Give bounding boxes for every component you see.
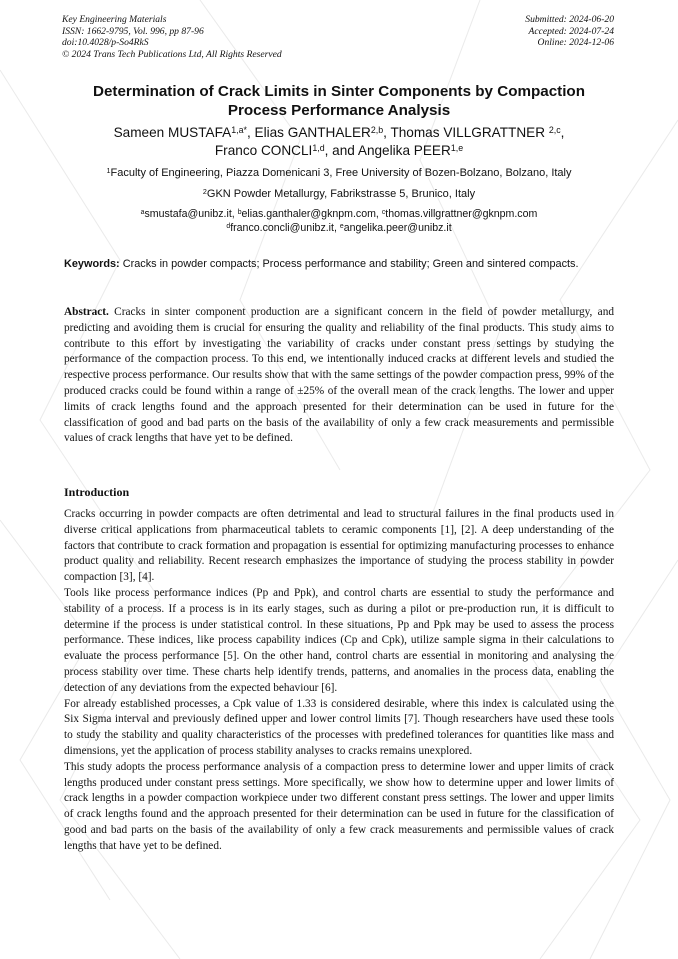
email-line-2 — [64, 221, 614, 235]
online-date: Online: 2024-12-06 — [537, 37, 614, 49]
affiliation-superscript: 1 — [106, 166, 111, 175]
email-address[interactable]: angelika.peer@unibz.it — [343, 222, 452, 234]
email-address[interactable]: elias.ganthaler@gknpm.com, — [241, 208, 382, 220]
abstract-block — [64, 305, 614, 447]
abstract-text: Cracks in sinter component production are a significant concern in the field of powder metallurgy, and predicting and avoiding them is crucial for ensuring the quality and reliability of the final products. This study aims to contribute to this effort by investigating the variability of cracks under constant press settings by studying the performance of the compaction process. To this end, we intentionally induced cracks at different levels and studied the respective process performance. Our results show that with the same settings of the powder compaction press, 99% of the produced cracks could be found within a range of ±25% of the overall mean of the crack lengths. The lower and upper limits of crack lengths found and the approach presented for their determination can be used in future for the classification of good and bad parts on the basis of the availability of only a few crack measurements and permissible values of crack lengths that have yet to be defined. — [64, 306, 614, 445]
author-superscript: 1,d — [312, 142, 325, 153]
submitted-date: Submitted: 2024-06-20 — [525, 14, 614, 25]
abstract-label: Abstract. — [64, 306, 109, 318]
email-superscript: c — [381, 208, 386, 216]
affiliation-2 — [64, 187, 614, 201]
email-superscript: e — [339, 222, 344, 230]
keywords-label: Keywords: — [64, 258, 120, 270]
author-name: Thomas VILLGRATTNER — [390, 125, 549, 140]
copyright-line: © 2024 Trans Tech Publications Ltd, All Rights Reserved — [62, 48, 282, 60]
affiliation-superscript: 2 — [202, 187, 207, 196]
author-name: Sameen MUSTAFA — [113, 125, 232, 140]
header-left — [62, 14, 282, 60]
issn-line: ISSN: 1662-9795, Vol. 996, pp 87-96 — [62, 25, 204, 37]
author-name: Angelika PEER — [357, 142, 451, 158]
keywords-text: Cracks in powder compacts; Process performance and stability; Green and sintered compacts. — [119, 258, 579, 270]
introduction-paragraph: Tools like process performance indices (Pp and Ppk), and control charts are essential to study the performance and stability of a process. If a process is in its early stages, such as during a pilot or pre-production run, it is difficult to determine if the process is under statistical control. In these situations, Pp and Ppk may be used to assess the process performance. These indices, like process capability indices (Cp and Cpk), utilize sample sigma in their calculations to evaluate the process performance [5]. On the other hand, control charts are essential in monitoring and analysing the process stability over time. These charts help identify trends, patterns, and anomalies in the process data, enabling the detection of any deviations from the expected behaviour [6]. — [64, 586, 614, 694]
author-list — [64, 124, 614, 159]
journal-name: Key Engineering Materials — [62, 14, 167, 25]
author-name: Franco CONCLI — [214, 142, 313, 158]
email-superscript: b — [237, 208, 242, 216]
author-superscript: 1,e — [450, 142, 464, 153]
email-superscript: d — [226, 222, 231, 230]
header-right — [525, 14, 614, 49]
email-address[interactable]: franco.concli@unibz.it, — [230, 222, 340, 234]
keywords-block — [64, 257, 614, 271]
author-separator: , — [383, 125, 391, 140]
introduction-body — [64, 507, 614, 855]
accepted-date: Accepted: 2024-07-24 — [528, 25, 614, 37]
author-superscript: 2,c — [548, 125, 561, 136]
affiliation-text: GKN Powder Metallurgy, Fabrikstrasse 5, Brunico, Italy — [206, 188, 476, 200]
author-superscript: 1,a* — [231, 125, 247, 136]
email-line-1 — [64, 207, 614, 221]
introduction-paragraph: Cracks occurring in powder compacts are often detrimental and lead to structural failures in the final products used in diverse critical applications from pharmaceutical tablets to ceramic components [1], [2]. A deep understanding of the factors that contribute to crack formation and propagation is essential for optimizing manufacturing processes to enhance product quality and reliability. Recent research emphasizes the importance of studying the process stability in powder compaction [3], [4]. — [64, 508, 614, 584]
author-separator: , and — [324, 142, 358, 158]
author-separator: , — [560, 125, 565, 140]
introduction-paragraph: This study adopts the process performance analysis of a compaction press to determine lower and upper limits of crack lengths produced under constant press settings. More specifically, we show how to determine upper and lower limits of crack lengths in a powder compaction workpiece under two different constant press settings. The lower and upper limits of crack lengths found and the approach presented for their determination can be used in future for the classification of good and bad parts on the basis of the availability of only a few crack measurements and permissible values of crack lengths that have yet to be defined. — [64, 760, 614, 852]
author-superscript: 2,b — [370, 125, 384, 136]
affiliation-1 — [64, 166, 614, 180]
doi-line: doi:10.4028/p-So4RkS — [62, 37, 149, 49]
affiliation-text: Faculty of Engineering, Piazza Domenicani 3, Free University of Bozen-Bolzano, Bolzano, Italy — [110, 167, 572, 179]
author-separator: , — [246, 125, 255, 140]
email-address[interactable]: thomas.villgrattner@gknpm.com — [385, 208, 538, 220]
introduction-paragraph: For already established processes, a Cpk value of 1.33 is considered desirable, where this index is calculated using the Six Sigma interval and previously defined upper and lower control limits [7]. Though researchers have used these tools to study the stability and quality characteristics of the processes with predefined tolerances for quantities like mass and dimensions, yet the application of process stability analyses to cracks remains unexplored. — [64, 697, 614, 757]
paper-title: Determination of Crack Limits in Sinter Components by Compaction Process Performance Analysis — [93, 83, 585, 119]
email-superscript: a — [140, 208, 145, 216]
author-name: Elias GANTHALER — [254, 125, 371, 140]
introduction-heading: Introduction — [64, 485, 130, 499]
email-address[interactable]: smustafa@unibz.it, — [144, 208, 238, 220]
